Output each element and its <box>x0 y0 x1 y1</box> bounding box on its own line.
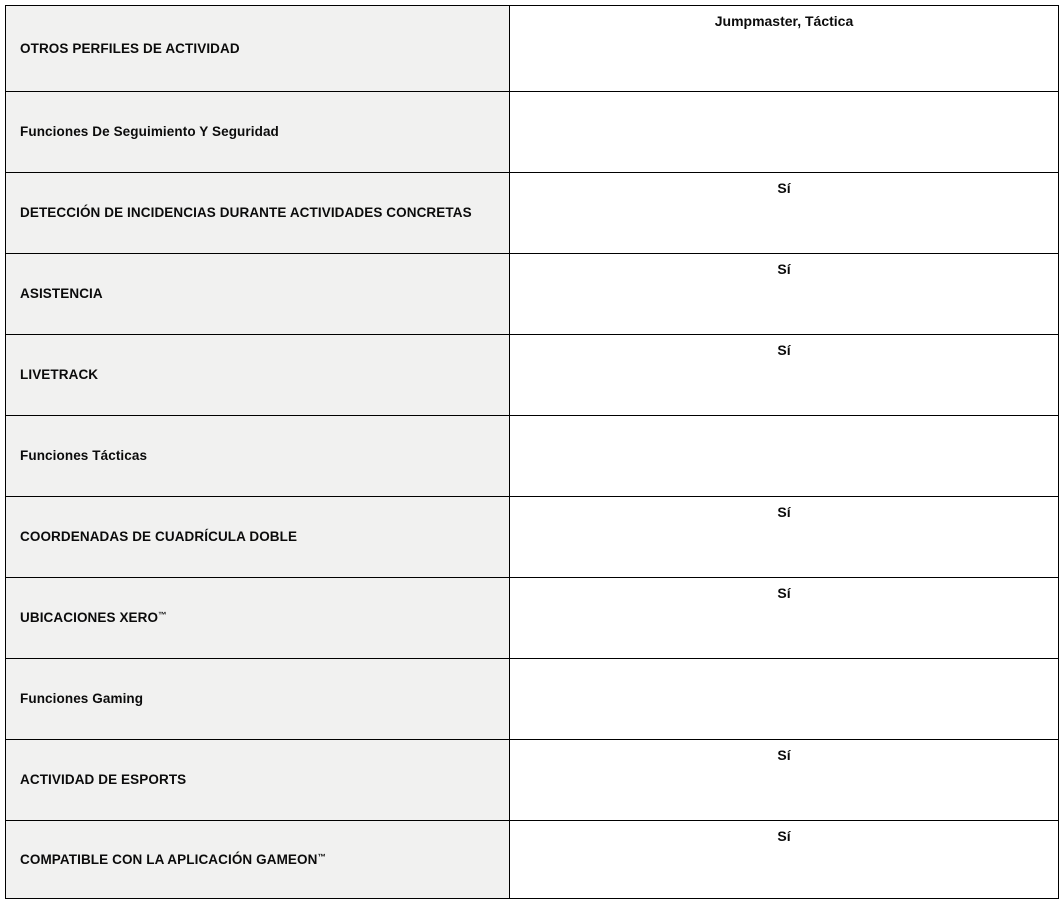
feature-label-text: ACTIVIDAD DE ESPORTS <box>20 772 187 788</box>
feature-label-text: Funciones De Seguimiento Y Seguridad <box>20 124 279 140</box>
table-body <box>6 6 1059 899</box>
feature-label-text: DETECCIÓN DE INCIDENCIAS DURANTE ACTIVIDADES CONCRETAS <box>20 205 472 221</box>
feature-label-text: Funciones Tácticas <box>20 448 148 464</box>
feature-label-text: Funciones Gaming <box>20 691 144 707</box>
feature-value-cell <box>510 335 1059 416</box>
feature-value-text: Sí <box>777 828 791 844</box>
table-row <box>6 6 1059 92</box>
feature-value-cell <box>510 254 1059 335</box>
trademark-mark: ™ <box>158 609 167 620</box>
feature-value-text: Sí <box>777 261 791 277</box>
feature-label-cell <box>6 6 510 92</box>
feature-label-text: LIVETRACK <box>20 367 99 383</box>
feature-label-cell <box>6 173 510 254</box>
feature-label-text: COMPATIBLE CON LA APLICACIÓN GAMEON <box>20 851 318 867</box>
feature-label-text: ASISTENCIA <box>20 286 103 302</box>
feature-value-cell <box>510 92 1059 173</box>
table-row <box>6 659 1059 740</box>
feature-value-cell <box>510 821 1059 899</box>
table-row <box>6 92 1059 173</box>
feature-label-cell <box>6 497 510 578</box>
feature-value-cell <box>510 578 1059 659</box>
feature-label-text: UBICACIONES XERO <box>20 610 159 626</box>
feature-label-text: COORDENADAS DE CUADRÍCULA DOBLE <box>20 529 298 545</box>
feature-label-cell <box>6 92 510 173</box>
feature-value-cell <box>510 659 1059 740</box>
table-row <box>6 578 1059 659</box>
feature-label-cell <box>6 578 510 659</box>
feature-value-cell <box>510 740 1059 821</box>
feature-label-cell <box>6 335 510 416</box>
feature-label-cell <box>6 740 510 821</box>
table-row <box>6 740 1059 821</box>
trademark-mark: ™ <box>317 851 326 862</box>
feature-label-cell <box>6 416 510 497</box>
table-row <box>6 497 1059 578</box>
feature-value-text: Sí <box>777 342 791 358</box>
feature-value-text: Jumpmaster, Táctica <box>714 13 854 29</box>
feature-value-text: Sí <box>777 180 791 196</box>
feature-label-cell <box>6 659 510 740</box>
feature-value-cell <box>510 416 1059 497</box>
feature-value-cell <box>510 497 1059 578</box>
table-row <box>6 335 1059 416</box>
table-row <box>6 173 1059 254</box>
feature-value-text: Sí <box>777 585 791 601</box>
table-row <box>6 416 1059 497</box>
feature-value-cell <box>510 6 1059 92</box>
table-row <box>6 821 1059 899</box>
feature-value-text: Sí <box>777 504 791 520</box>
feature-label-cell <box>6 821 510 899</box>
feature-value-cell <box>510 173 1059 254</box>
feature-value-text: Sí <box>777 747 791 763</box>
feature-label-cell <box>6 254 510 335</box>
feature-label-text: OTROS PERFILES DE ACTIVIDAD <box>20 40 240 56</box>
feature-comparison-table <box>5 5 1059 899</box>
table-row <box>6 254 1059 335</box>
